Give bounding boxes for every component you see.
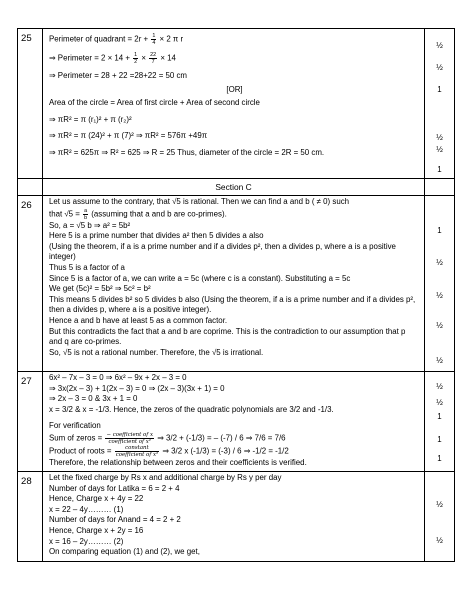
fraction: $\frac{1}{2}$ <box>134 52 138 65</box>
mark: 1 <box>437 226 442 235</box>
answer-line: Area of the circle = Area of first circle + Area of second circle <box>49 98 260 108</box>
mark: ½ <box>436 133 443 142</box>
answer-line: Since 5 is a factor of a, we can write a = 5c (where c is a constant). Substituting a = 5c <box>49 273 351 283</box>
marks-column-27 <box>425 372 455 472</box>
question-number: 28 <box>18 472 43 562</box>
question-row-26 <box>18 196 455 372</box>
answer-line: Hence a and b have at least 5 as a common factor. <box>49 315 228 325</box>
answer-body-25: Perimeter of quadrant = 2r + $\frac{1}{4}$ × 2 π r ⇒ Perimeter = 2 × 14 + $\frac{1}{2}$ × $\frac{22}{7}$ × 14 ⇒ Perimeter = 28 + 22 =28+22 = 50 cm [OR] Area of the circle = Area of first circle + Area of second circle ⇒ πR² = π (r₁)² + π (r₂)² ⇒ πR² = π (24)² + π (7)² ⇒ πR² = 576π +49π ⇒ πR² = 625π ⇒ R² = 625 ⇒ R = 25 Thus, diameter of the circle = 2R = 50 cm. <box>43 29 425 179</box>
mark: ½ <box>436 291 443 300</box>
mark: 1 <box>437 165 442 174</box>
marks-column-28 <box>425 472 455 562</box>
mark: ½ <box>436 536 443 545</box>
answer-line: ⇒ πR² = 625π ⇒ R² = 625 ⇒ R = 25 Thus, diameter of the circle = 2R = 50 cm. <box>49 147 325 157</box>
mark: 1 <box>437 412 442 421</box>
answer-line: On comparing equation (1) and (2), we get, <box>49 547 200 557</box>
mark: 1 <box>437 435 442 444</box>
section-heading: Section C <box>43 179 425 196</box>
mark: ½ <box>436 258 443 267</box>
answer-line: So, a = √5 b ⇒ a² = 5b² <box>49 220 131 230</box>
answer-line: × 2 π r <box>157 34 184 44</box>
mark: 1 <box>437 454 442 463</box>
fraction: $\frac{22}{7}$ <box>150 52 157 65</box>
answer-line: Hence, Charge x + 4y = 22 <box>49 494 144 504</box>
fraction: $\frac{\text{constant}}{\text{coefficient of x²}}$ <box>115 444 159 458</box>
question-number: 26 <box>18 196 43 372</box>
mark: ½ <box>436 382 443 391</box>
section-row <box>18 179 455 196</box>
answer-line: This means 5 divides b² so 5 divides b also (Using the theorem, if a is a prime number and if a divides p², then a divides p, where a is a positive integer). <box>49 294 416 315</box>
answer-line: ⇒ 3x(2x – 3) + 1(2x – 3) = 0 ⇒ (2x – 3)(3x + 1) = 0 <box>49 383 225 393</box>
mark: ½ <box>436 41 443 50</box>
answer-line: Therefore, the relationship between zeros and their coefficients is verified. <box>49 457 307 467</box>
answer-line: Number of days for Anand = 4 = 2 + 2 <box>49 515 181 525</box>
answer-body-26: Let us assume to the contrary, that √5 is rational. Then we can find a and b ( ≠ 0) such that √5 = $\frac{a}{b}$ (assuming that a and b are co-primes). So, a = √5 b ⇒ a² = 5b² Here 5 is a prime number that divides a² then 5 divides a also (Using the theorem, if a is a prime number and if a divides p², then a divides p, where a is a positive integer) Thus 5 is a factor of a Since 5 is a factor of a, we can write a = 5c (where c is a constant). Substituting a = 5c We get (5c)² = 5b² ⇒ 5c² = b² This means 5 divides b² so 5 divides b also (Using the theorem, if a is a prime number and if a divides p², then a divides p, where a is a positive integer). Hence a and b have at least 5 as a common factor. But this contradicts the fact that a and b are coprime. This is the contradiction to our assumption that p and q are co-primes. So, √5 is not a rational number. Therefore, the √5 is irrational. <box>43 196 425 372</box>
answer-line: (Using the theorem, if a is a prime number and if a divides p², then a divides p, where a is a positive integer) <box>49 241 396 262</box>
mark: 1 <box>437 85 442 94</box>
answer-line: 6x² – 7x – 3 = 0 ⇒ 6x² – 9x + 2x – 3 = 0 <box>49 373 187 382</box>
answer-line: x = 22 – 4y……… (1) <box>49 504 124 514</box>
answer-line: Let the fixed charge by Rs x and additional charge by Rs y per day <box>49 473 282 482</box>
answer-line: ⇒ πR² = π (24)² + π (7)² ⇒ πR² = 576π +49π <box>49 131 208 141</box>
mark: ½ <box>436 63 443 72</box>
answer-body-27: 6x² – 7x – 3 = 0 ⇒ 6x² – 9x + 2x – 3 = 0 ⇒ 3x(2x – 3) + 1(2x – 3) = 0 ⇒ (2x – 3)(3x + 1) = 0 ⇒ 2x – 3 = 0 & 3x + 1 = 0 x = 3/2 & x = -1/3. Hence, the zeros of the quadratic polynomials are 3/2 and -1/3. For verification Sum of zeros = $\frac{\text{− coefficient of x}}{\text{coefficient of x²}}$ ⇒ 3/2 + (-1/3) = – (-7) / 6 ⇒ 7/6 = 7/6 Product of roots = $\frac{\text{constant}}{\text{coefficient of x²}}$ ⇒ 3/2 x (-1/3) = (-3) / 6 ⇒ -1/2 = -1/2 Therefore, the relationship between zeros and their coefficients is verified. <box>43 372 425 472</box>
answer-body-28 <box>43 472 425 562</box>
mark: ½ <box>436 145 443 154</box>
fraction: $\frac{1}{4}$ <box>152 33 156 46</box>
answer-line: x = 3/2 & x = -1/3. Hence, the zeros of the quadratic polynomials are 3/2 and -1/3. <box>49 404 334 414</box>
question-row-25 <box>18 29 455 179</box>
answer-line: ⇒ πR² = π (r₁)² + π (r₂)² <box>49 114 132 124</box>
answer-line: So, √5 is not a rational number. Therefore, the √5 is irrational. <box>49 347 264 357</box>
answer-line: Let us assume to the contrary, that √5 is rational. Then we can find a and b ( ≠ 0) such <box>49 197 350 206</box>
fraction: $\frac{\text{− coefficient of x}}{\text{coefficient of x²}}$ <box>106 431 153 445</box>
or-separator: [OR] <box>226 84 243 94</box>
question-row-28 <box>18 472 455 562</box>
question-number: 25 <box>18 29 43 179</box>
marks-column-25 <box>425 29 455 179</box>
answer-line: Perimeter of quadrant = 2r + <box>49 34 151 44</box>
marking-scheme-table <box>17 28 455 562</box>
answer-line: ⇒ 2x – 3 = 0 & 3x + 1 = 0 <box>49 394 138 404</box>
marks-column-26 <box>425 196 455 372</box>
answer-line: For verification <box>49 421 101 431</box>
question-row-27 <box>18 372 455 472</box>
answer-line: We get (5c)² = 5b² ⇒ 5c² = b² <box>49 284 151 294</box>
mark: ½ <box>436 321 443 330</box>
question-number: 27 <box>18 372 43 472</box>
answer-line: Thus 5 is a factor of a <box>49 262 125 272</box>
answer-line: Number of days for Latika = 6 = 2 + 4 <box>49 483 180 493</box>
mark: ½ <box>436 356 443 365</box>
fraction: $\frac{a}{b}$ <box>84 207 88 221</box>
answer-line: Here 5 is a prime number that divides a² then 5 divides a also <box>49 231 264 241</box>
mark: ½ <box>436 500 443 509</box>
answer-line: ⇒ Perimeter = 2 × 14 + <box>49 53 133 63</box>
answer-line: Hence, Charge x + 2y = 16 <box>49 525 144 535</box>
answer-line: But this contradicts the fact that a and b are coprime. This is the contradiction to our assumption that p and q are co-primes. <box>49 326 406 347</box>
answer-line: x = 16 – 2y……… (2) <box>49 536 124 546</box>
mark: ½ <box>436 398 443 407</box>
answer-line: ⇒ Perimeter = 28 + 22 =28+22 = 50 cm <box>49 71 187 80</box>
